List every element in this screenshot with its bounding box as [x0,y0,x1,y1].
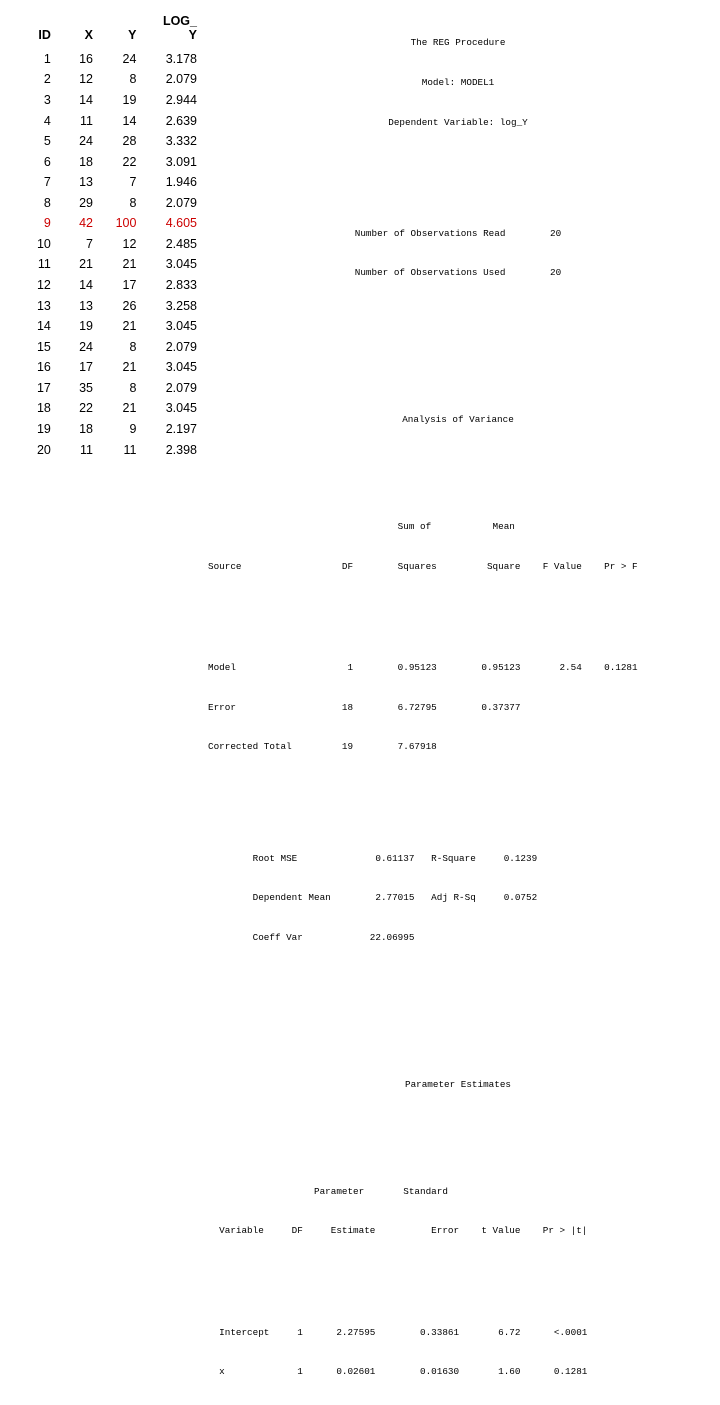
cell-log-y: 2.079 [165,380,197,395]
table-row [18,398,203,419]
cell-x: 29 [79,195,93,210]
procedure-title-line-2: Model: MODEL1 [421,76,495,88]
parameter-row-x: x 1 0.02601 0.01630 1.60 0.1281 [208,1366,588,1378]
cell-id: 17 [36,380,51,395]
cell-id: 18 [36,401,51,416]
cell-log-y: 2.639 [165,113,197,128]
column-header-log-y-line2: Y [188,28,197,43]
anova-row-error: Error 18 6.72795 0.37377 [208,701,521,713]
observations-used-line [208,266,708,279]
cell-id: 1 [43,51,51,66]
cell-y: 24 [122,51,137,66]
table-row [18,275,203,296]
data-listing-table [18,14,203,460]
cell-id: 19 [36,421,51,436]
table-row [18,254,203,275]
cell-y: 100 [115,216,137,231]
cell-log-y: 3.045 [165,319,197,334]
cell-y: 17 [122,278,137,293]
cell-log-y: 2.944 [165,92,197,107]
cell-log-y: 3.045 [165,401,197,416]
cell-id: 3 [43,92,51,107]
spacer [208,319,708,338]
spacer [208,466,708,481]
cell-x: 18 [79,154,93,169]
cell-id: 9 [43,216,51,231]
cell-x: 14 [79,278,93,293]
table-row [18,152,203,173]
cell-log-y: 2.398 [165,442,197,457]
cell-log-y: 2.197 [165,421,197,436]
anova-section-title: Analysis of Variance [402,414,514,426]
spacer [208,793,708,812]
table-row [18,378,203,399]
anova-header-line-1: Sum of Mean [208,521,515,533]
fit-statistics-dependent-mean: Dependent Mean 2.77015 Adj R-Sq 0.0752 [208,892,538,904]
cell-x: 17 [79,360,93,375]
parameter-header-line-1: Parameter Standard [208,1185,448,1197]
cell-log-y: 3.332 [165,134,197,149]
fit-statistics-coeff-var: Coeff Var 22.06995 [208,931,415,943]
table-row [18,172,203,193]
table-row [18,337,203,358]
anova-row-corrected-total: Corrected Total 19 7.67918 [208,741,437,753]
cell-log-y: 3.045 [165,360,197,375]
spacer [208,168,708,187]
cell-id: 5 [43,134,51,149]
table-row [18,419,203,440]
cell-id: 15 [36,339,51,354]
cell-y: 22 [122,154,137,169]
spacer [208,1029,708,1038]
cell-x: 22 [79,401,93,416]
cell-y: 12 [122,236,137,251]
table-row [18,131,203,152]
table-row [18,316,203,337]
spacer [208,613,708,622]
cell-x: 13 [79,175,93,190]
cell-y: 7 [129,175,137,190]
procedure-title-line-1: The REG Procedure [410,37,506,49]
cell-id: 20 [36,442,51,457]
table-row [18,439,203,460]
cell-id: 11 [37,257,51,272]
cell-x: 21 [79,257,93,272]
table-row [18,234,203,255]
cell-x: 11 [80,113,93,128]
cell-y: 21 [122,401,137,416]
cell-id: 7 [43,175,51,190]
cell-y: 21 [122,319,137,334]
procedure-title-line-3: Dependent Variable: log_Y [388,116,528,128]
column-header-x: X [84,28,93,43]
column-header-log-y [142,14,203,49]
cell-id: 6 [43,154,51,169]
cell-log-y: 2.079 [165,195,197,210]
fit-statistics-root-mse: Root MSE 0.61137 R-Square 0.1239 [208,852,538,864]
cell-y: 14 [122,113,137,128]
table-header-row [18,14,203,49]
column-header-log-y-line1: LOG_ [162,14,197,28]
cell-log-y: 3.045 [165,257,197,272]
anova-row-model: Model 1 0.95123 0.95123 2.54 0.1281 [208,662,638,674]
cell-log-y: 2.833 [165,278,197,293]
cell-x: 11 [80,442,93,457]
anova-header-line-2: Source DF Squares Square F Value Pr > F [208,560,638,572]
cell-id: 14 [36,319,51,334]
cell-x: 42 [79,216,93,231]
cell-log-y: 2.485 [165,236,197,251]
cell-log-y: 3.091 [165,154,197,169]
spacer [208,1130,708,1145]
table-row [18,213,203,234]
observations-used-label: Number of Observations Used [354,267,506,279]
table-row [18,90,203,111]
cell-y: 28 [122,134,137,149]
cell-x: 24 [79,134,93,149]
parameter-header-line-2: Variable DF Estimate Error t Value Pr > |t| [208,1225,588,1237]
cell-y: 21 [122,257,137,272]
table-row [18,193,203,214]
cell-x: 35 [79,380,93,395]
cell-x: 14 [79,92,93,107]
data-listing-header [18,14,203,49]
cell-log-y: 3.258 [165,298,197,313]
cell-log-y: 2.079 [165,72,197,87]
cell-x: 24 [79,339,93,354]
observations-used-value: 20 [550,267,562,279]
parameter-row-intercept: Intercept 1 2.27595 0.33861 6.72 <.0001 [208,1326,588,1338]
cell-y: 8 [129,339,137,354]
cell-log-y: 1.946 [165,175,197,190]
table-row [18,110,203,131]
parameter-estimates-title: Parameter Estimates [404,1078,511,1090]
cell-x: 18 [79,421,93,436]
cell-log-y: 4.605 [165,216,197,231]
cell-y: 11 [123,442,137,457]
column-header-y: Y [128,28,137,43]
cell-y: 8 [129,195,137,210]
cell-id: 13 [36,298,51,313]
spacer [208,365,708,374]
cell-y: 26 [122,298,137,313]
table-row [18,69,203,90]
cell-y: 19 [122,92,137,107]
cell-y: 8 [129,72,137,87]
cell-log-y: 2.079 [165,339,197,354]
cell-id: 12 [36,278,51,293]
cell-y: 9 [129,421,137,436]
observations-read-value: 20 [550,227,562,239]
cell-y: 8 [129,380,137,395]
cell-id: 2 [43,72,51,87]
cell-log-y: 3.178 [165,51,197,66]
observations-read-label: Number of Observations Read [354,227,506,239]
cell-id: 4 [43,113,51,128]
cell-x: 19 [79,319,93,334]
spacer [208,1277,708,1286]
cell-id: 16 [36,360,51,375]
cell-id: 8 [43,195,51,210]
cell-x: 12 [79,72,93,87]
table-row [18,357,203,378]
spacer [208,984,708,1003]
column-header-id: ID [38,28,51,43]
table-row [18,296,203,317]
cell-x: 7 [86,236,93,251]
cell-y: 21 [122,360,137,375]
cell-x: 16 [79,51,93,66]
cell-x: 13 [79,298,93,313]
data-listing-body [18,49,203,460]
reg-procedure-output [208,10,708,1405]
table-row [18,49,203,70]
cell-id: 10 [36,236,51,251]
observations-read-line [208,227,708,240]
